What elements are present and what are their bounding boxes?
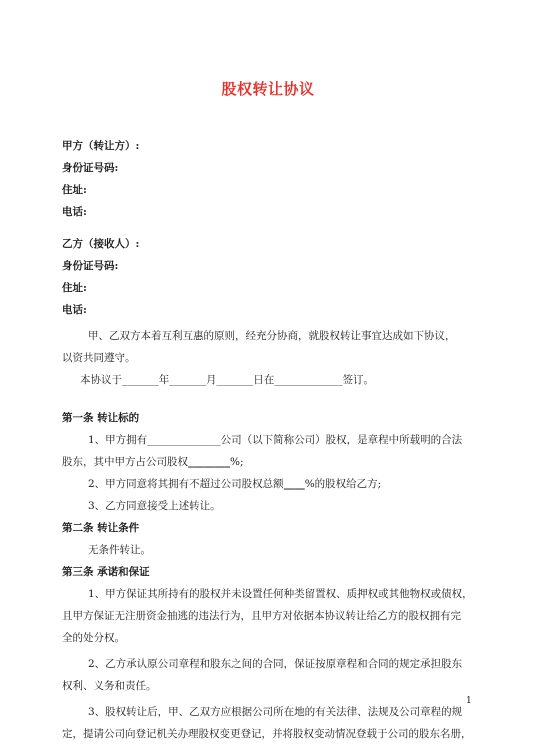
- party-b-id: 身份证号码:: [62, 260, 119, 272]
- article-3-clause-2-line-1: 2、乙方承认原公司章程和股东之间的合同，保证按原章程和合同的规定承担股东: [88, 658, 463, 670]
- article-1-clause-1-line-1: 1、甲方拥有______________公司（以下简称公司）股权，是章程中所载明的合法: [88, 434, 463, 446]
- article-1-clause-3: 3、乙方同意接受上述转让。: [88, 500, 221, 512]
- clause-text: %的股权给乙方;: [304, 478, 382, 490]
- sign-date-line: 本协议于_______年_______月_______日在_____________签订。: [80, 374, 374, 386]
- article-3-clause-3-line-1: 3、股权转让后，甲、乙双方应根据公司所在地的有关法律、法规及公司章程的规: [88, 706, 463, 718]
- party-b-phone: 电话:: [62, 304, 87, 316]
- article-3-clause-3-line-2: 定，提请公司向登记机关办理股权变更登记，并将股权变动情况登载于公司的股东名册，: [62, 728, 472, 740]
- page-number: 1: [466, 696, 472, 706]
- party-a-phone: 电话:: [62, 206, 87, 218]
- article-1-heading: 第一条 转让标的: [62, 412, 140, 424]
- party-a-id: 身份证号码:: [62, 162, 119, 174]
- share-percent-blank: ________: [188, 456, 230, 468]
- clause-text: 2、甲方同意将其拥有不超过公司股权总额: [88, 478, 284, 490]
- transfer-percent-blank: ____: [283, 478, 305, 490]
- article-1-clause-1-line-2: [62, 454, 244, 469]
- article-2-body: 无条件转让。: [88, 544, 151, 556]
- article-3-clause-1-line-2: 且甲方保证无注册资金抽逃的违法行为，且甲方对依据本协议转让给乙方的股权拥有完: [62, 610, 461, 622]
- article-1-clause-2: [88, 476, 381, 491]
- party-a-label: 甲方（转让方）:: [62, 140, 140, 152]
- party-b-address: 住址:: [62, 282, 87, 294]
- party-b-label: 乙方（接收人）:: [62, 238, 140, 250]
- intro-line-2: 以资共同遵守。: [62, 352, 136, 364]
- party-a-address: 住址:: [62, 184, 87, 196]
- intro-line-1: 甲、乙双方本着互利互惠的原则，经充分协商，就股权转让事宜达成如下协议，: [88, 330, 456, 342]
- article-2-heading: 第二条 转让条件: [62, 522, 140, 534]
- clause-text: 股东，其中甲方占公司股权: [62, 456, 188, 468]
- article-3-clause-1-line-1: 1、甲方保证其所持有的股权并未设置任何种类留置权、质押权或其他物权或债权，: [88, 588, 473, 600]
- article-3-clause-2-line-2: 权利、义务和责任。: [62, 680, 157, 692]
- article-3-clause-1-line-3: 全的处分权。: [62, 632, 125, 644]
- article-3-heading: 第三条 承诺和保证: [62, 566, 150, 578]
- document-title: 股权转让协议: [221, 80, 315, 98]
- clause-text: %;: [230, 456, 244, 468]
